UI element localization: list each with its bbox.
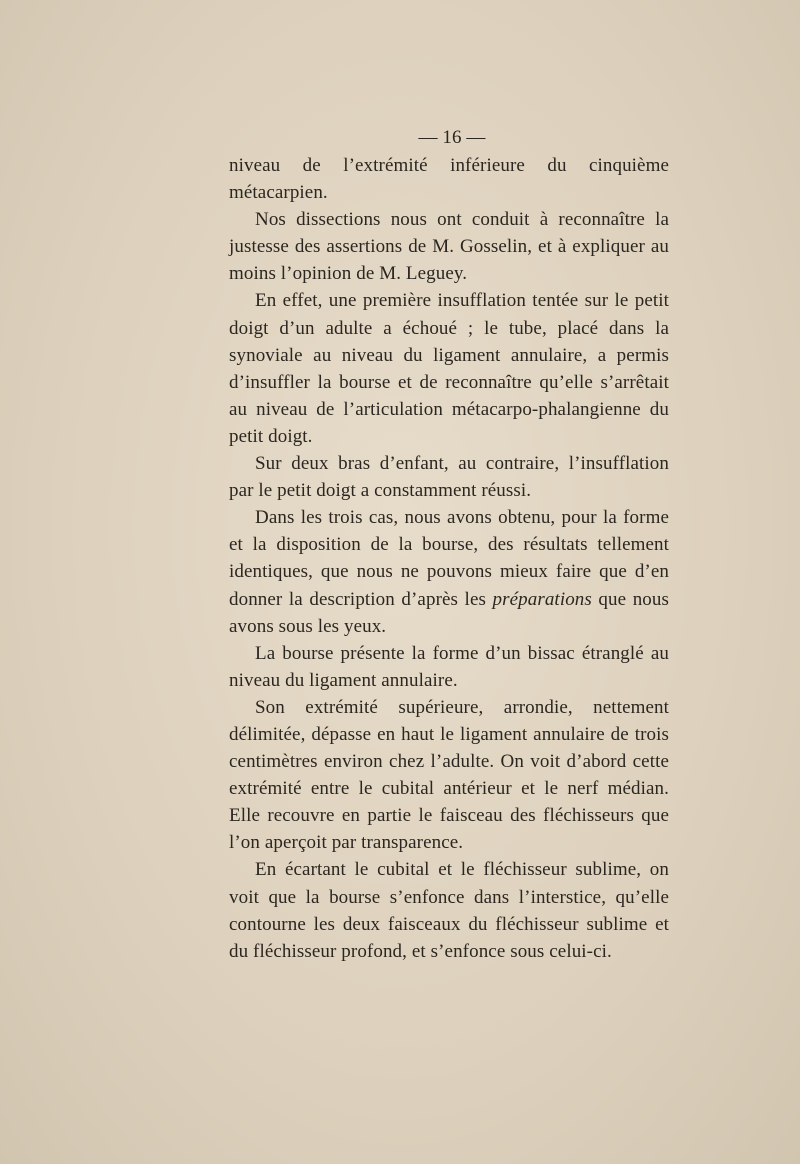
paragraph: En écartant le cubital et le fléchisseur sublime, on voit que la bourse s’enfonce dans l’interstice, qu’elle contourne les deux faisceaux du fléchisseur sublime et du fléchisseur profond, et s’enfonce sous celui-ci. bbox=[229, 859, 669, 962]
paragraph: La bourse présente la forme d’un bissac étranglé au niveau du ligament annulaire. bbox=[229, 642, 669, 691]
paragraph-continuation: niveau de l’extrémité inférieure du cinquième métacarpien. bbox=[229, 155, 669, 204]
paragraph: Nos dissections nous ont conduit à reconnaître la justesse des assertions de M. Gosselin, et à expliquer au moins l’opinion de M. Leguey. bbox=[229, 209, 669, 285]
paragraph: En effet, une première insufflation tentée sur le petit doigt d’un adulte a échoué ; le tube, placé dans la synoviale au niveau du ligament annulaire, a permis d’insuffler la bourse et de reconnaître qu’elle s’arrêtait au niveau de l’articulation métacarpo-phalangienne du petit doigt. bbox=[229, 290, 669, 447]
paragraph: Son extrémité supérieure, arrondie, nettement délimitée, dépasse en haut le ligament annulaire de trois centimètres environ chez l’adulte. On voit d’abord cette extrémité entre le cubital antérieur et le nerf médian. Elle recouvre en partie le faisceau des fléchisseurs que l’on aperçoit par transparence. bbox=[229, 696, 669, 854]
italic-word: préparations bbox=[492, 588, 592, 610]
paragraph: Sur deux bras d’enfant, au contraire, l’insufflation par le petit doigt a constamment réussi. bbox=[229, 453, 669, 502]
paragraph-text: Dans les trois cas, nous avons obtenu, pour la forme et la disposition de la bourse, des résultats tellement identiques, que nous ne pouvons mieux faire que d’en donner la description d’après les bbox=[229, 507, 669, 610]
page-number: — 16 — bbox=[418, 127, 486, 148]
paragraph-with-italic bbox=[229, 504, 669, 639]
page-text bbox=[229, 120, 669, 965]
paragraph-text: que nous avons sous les yeux. bbox=[229, 588, 669, 637]
